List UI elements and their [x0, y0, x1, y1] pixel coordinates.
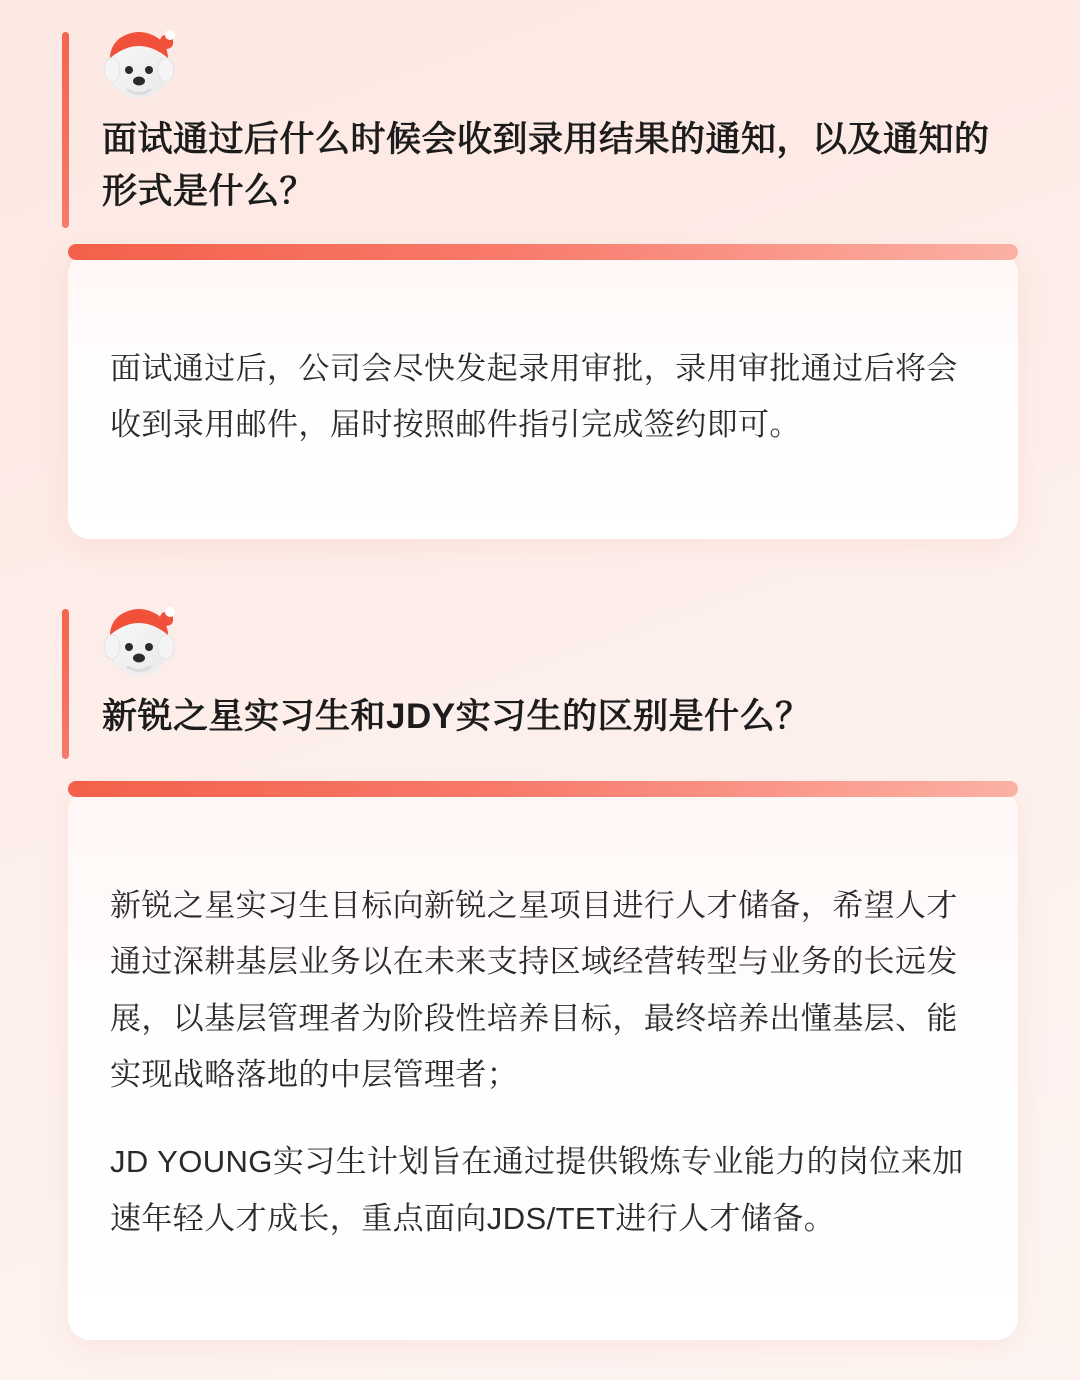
faq-item	[62, 0, 1018, 539]
faq-question-header	[62, 605, 1018, 755]
faq-answer-text: 面试通过后，公司会尽快发起录用审批，录用审批通过后将会收到录用邮件，届时按照邮件指引完成签约即可。	[110, 351, 958, 443]
accent-bar	[62, 609, 69, 759]
dog-mascot-avatar-icon	[102, 605, 176, 679]
dog-mascot-avatar-icon	[102, 28, 176, 102]
faq-item	[62, 539, 1018, 1340]
accent-bar	[62, 32, 69, 228]
faq-answer-text: 新锐之星实习生目标向新锐之星项目进行人才储备，希望人才通过深耕基层业务以在未来支持区域经营转型与业务的长远发展，以基层管理者为阶段性培养目标，最终培养出懂基层、能实现战略落地的中层管理者；	[110, 887, 958, 1093]
faq-answer-text: JD YOUNG实习生计划旨在通过提供锻炼专业能力的岗位来加速年轻人才成长，重点面向JDS/TET进行人才储备。	[110, 1144, 964, 1236]
faq-answer-card	[68, 789, 1018, 1340]
faq-question-text: 面试通过后什么时候会收到录用结果的通知，以及通知的形式是什么？	[102, 120, 990, 211]
faq-question-header	[62, 28, 1018, 218]
faq-question-text: 新锐之星实习生和JDY实习生的区别是什么？	[102, 696, 811, 736]
faq-answer-card	[68, 252, 1018, 539]
